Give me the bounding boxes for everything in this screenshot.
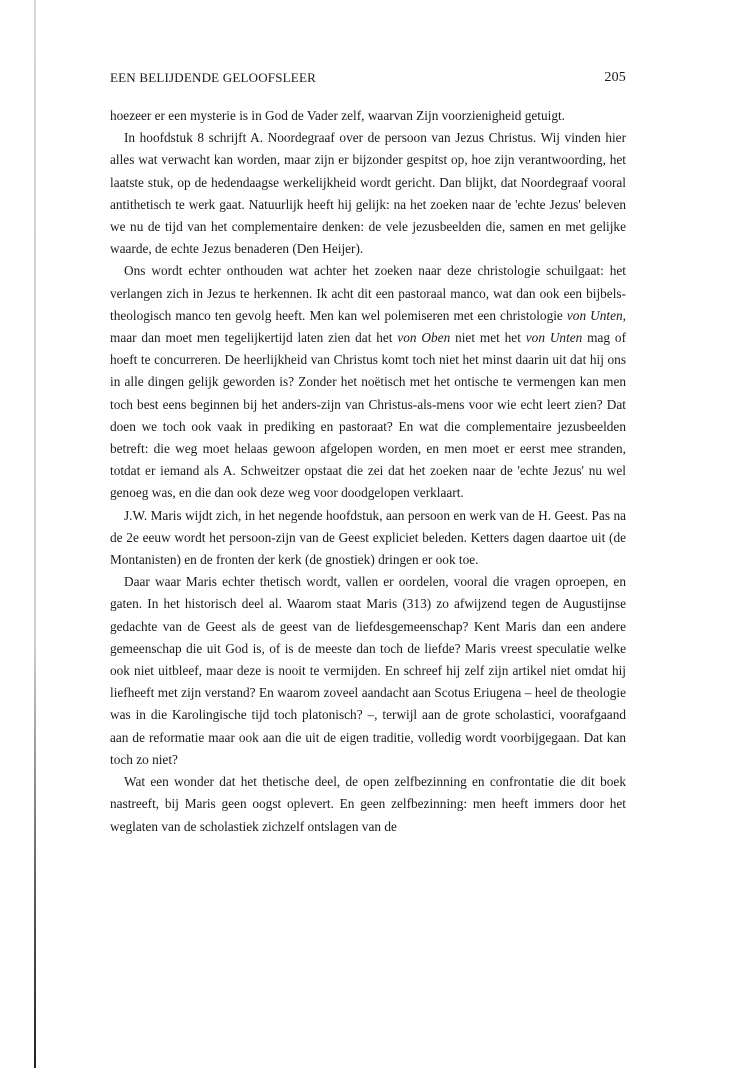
paragraph-4: J.W. Maris wijdt zich, in het negende hoofdstuk, aan persoon en werk van de H. Geest. Pas na de 2e eeuw wordt het persoon-zijn van de Geest expliciet beleden. Ketters dagen daartoe uit (de Montanisten) en de fronten der kerk (de gnostiek) dringen er ook toe. xyxy=(110,507,626,568)
paragraph-3-text-a: Ons wordt echter onthouden wat achter het zoeken naar deze christologie schuilgaat: het verlangen zich in Jezus te herkennen. Ik acht dit een pastoraal manco, wat dan ook een bijbels-theologisch manco ten gevolg heeft. Men kan wel polemiseren met een christologie xyxy=(110,263,626,323)
paragraph-6: Wat een wonder dat het thetische deel, de open zelfbezinning en confrontatie die dit boek nastreeft, bij Maris geen oogst oplevert. En geen zelfbezinning: men heeft immers door het weglaten van de scholastiek zichzelf ontslagen van de xyxy=(110,774,626,834)
paragraph-3-text-d: mag of hoeft te concurreren. De heerlijkheid van Christus komt toch niet het minst daarin uit dat hij ons in alle dingen gelijk geworden is? Zonder het noëtisch met het ontische te vermengen kan men toch best eens beginnen bij het anders-zijn van Christus-als-mens voor wie echt leert zien? Dat doen we toch ook vaak in prediking en pastoraat? En wat die complementaire jezusbeelden betreft: die weg moet helaas gewoon afgelopen worden, en men moet er eerst mee stranden, totdat er iemand als A. Schweitzer opstaat die zei dat het zoeken naar de 'echte Jezus' nu wel genoeg was, en die dan ook deze weg voor doodgelopen verklaart. xyxy=(110,330,627,501)
page-number: 205 xyxy=(604,70,626,85)
paragraph-3-italic-c: von Unten xyxy=(525,330,583,346)
running-head-title: EEN BELIJDENDE GELOOFSLEER xyxy=(110,70,316,85)
paragraph-3-italic-b: von Oben xyxy=(397,330,451,346)
paragraph-3-text-b: maar dan moet men tegelijkertijd laten zien dat het xyxy=(110,330,398,346)
paragraph-3 xyxy=(110,260,626,504)
body-text xyxy=(110,105,626,838)
book-page xyxy=(110,70,626,838)
paragraph-5: Daar waar Maris echter thetisch wordt, vallen er oordelen, vooral die vragen oproepen, en gaten. In het historisch deel al. Waarom staat Maris (313) zo afwijzend tegen de Augustijnse gedachte van de Geest als de geest van de liefdesgemeenschap? Kent Maris dan een andere gemeenschap die uit God is, of is de meeste dan toch de liefde? Maris vreest speculatie welke ook niet uitbleef, maar deze is nooit te vermijden. En schreef hij zelf zijn artikel niet omdat hij liefheeft met zijn verstand? En waarom zoveel aandacht aan Scotus Eriugena – heel de theologie was in die Karolingische tijd toch platonisch? –, terwijl aan de grote scholastici, voorafgaand aan de reformatie maar ook aan die uit de eigen traditie, volledig wordt voorbijgegaan. Dat kan toch zo niet? xyxy=(110,574,626,767)
running-head xyxy=(110,70,626,86)
paragraph-2: In hoofdstuk 8 schrijft A. Noordegraaf over de persoon van Jezus Christus. Wij vinden hier alles wat verwacht kan worden, maar zijn er bijzonder gespitst op, hoe zijn verantwoording, het laatste stuk, op de hedendaagse werkelijkheid wordt gericht. Dan blijkt, dat Noordegraaf vooral antithetisch te werk gaat. Natuurlijk heeft hij gelijk: na het zoeken naar de 'echte Jezus' beleven we nu de tijd van het complementaire denken: de vele jezusbeelden die, samen en met gelijke waarde, de echte Jezus benaderen (Den Heijer). xyxy=(110,130,626,257)
paragraph-1: hoezeer er een mysterie is in God de Vader zelf, waarvan Zijn voorzienigheid getuigt. xyxy=(110,108,565,123)
scan-edge-shadow xyxy=(34,0,36,1068)
paragraph-3-text-c: niet met het xyxy=(450,330,526,346)
paragraph-3-italic-a: von Unten, xyxy=(566,307,626,323)
